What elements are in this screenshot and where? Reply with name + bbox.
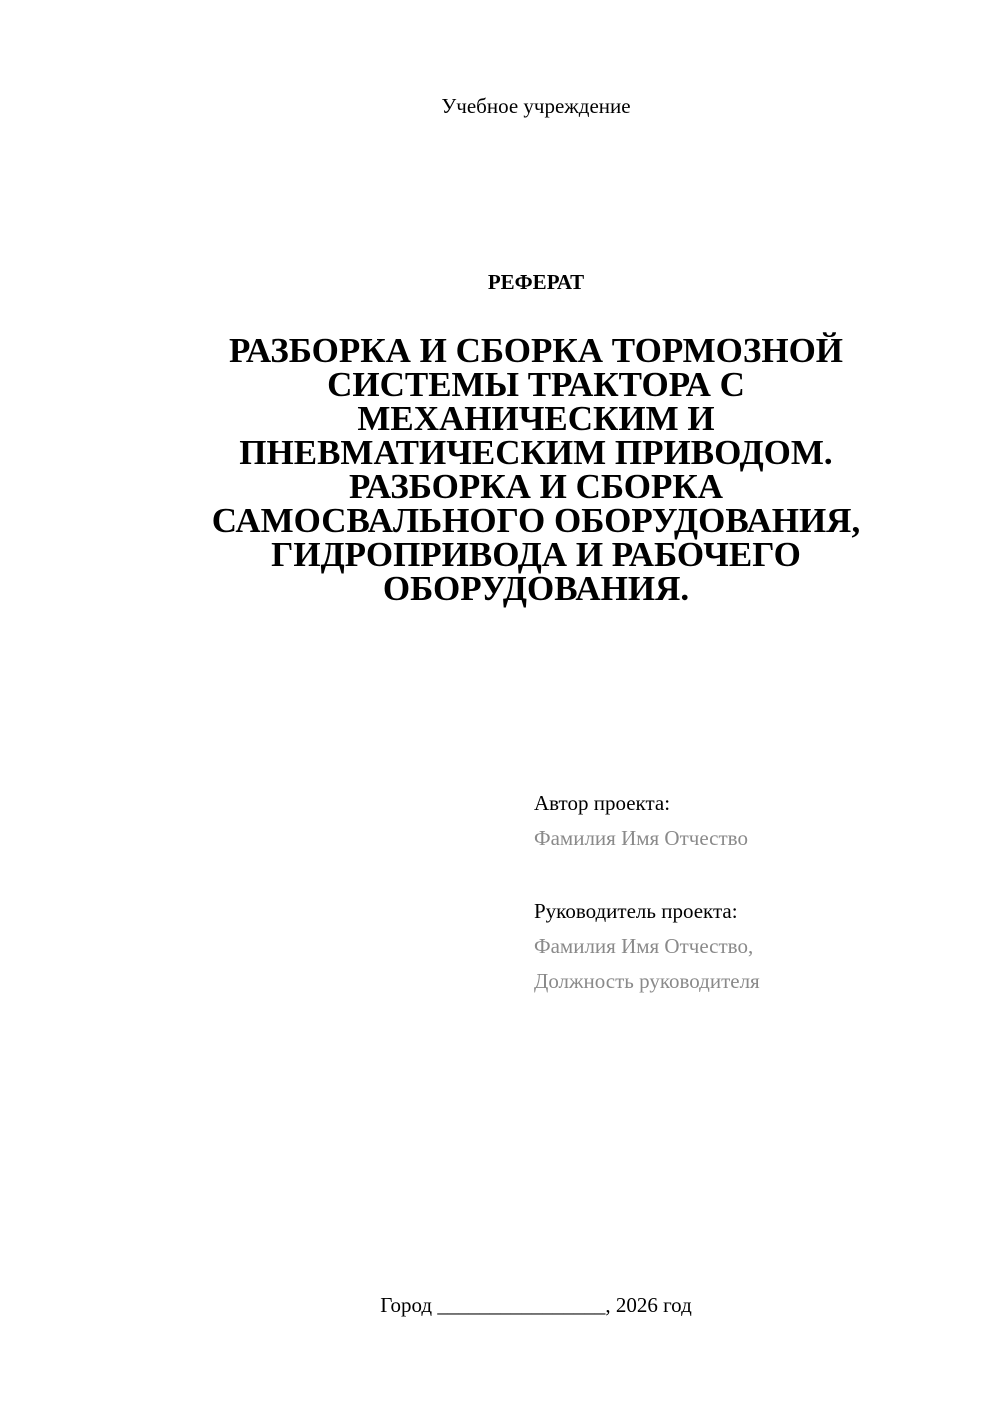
supervisor-name: Фамилия Имя Отчество, xyxy=(534,934,754,958)
title-line: ОБОРУДОВАНИЯ. xyxy=(382,569,690,608)
author-label: Автор проекта: xyxy=(534,791,671,815)
supervisor-block xyxy=(534,894,974,999)
author-name: Фамилия Имя Отчество xyxy=(534,826,748,850)
institution-name: Учебное учреждение xyxy=(441,94,631,118)
document-type: РЕФЕРАТ xyxy=(487,270,585,294)
title-line: РАЗБОРКА И СБОРКА xyxy=(348,467,724,506)
title-line: ГИДРОПРИВОДА И РАБОЧЕГО xyxy=(271,535,801,574)
title-line: МЕХАНИЧЕСКИМ И xyxy=(357,399,715,438)
author-block xyxy=(534,786,974,856)
title-line: САМОСВАЛЬНОГО ОБОРУДОВАНИЯ, xyxy=(211,501,861,540)
city-year-footer: Город ________________, 2026 год xyxy=(380,1293,692,1317)
document-title xyxy=(170,331,902,608)
title-line: ПНЕВМАТИЧЕСКИМ ПРИВОДОМ. xyxy=(239,433,833,472)
title-line: РАЗБОРКА И СБОРКА ТОРМОЗНОЙ xyxy=(228,331,844,370)
title-line: СИСТЕМЫ ТРАКТОРА С xyxy=(327,365,745,404)
supervisor-label: Руководитель проекта: xyxy=(534,899,738,923)
supervisor-position: Должность руководителя xyxy=(534,969,760,993)
